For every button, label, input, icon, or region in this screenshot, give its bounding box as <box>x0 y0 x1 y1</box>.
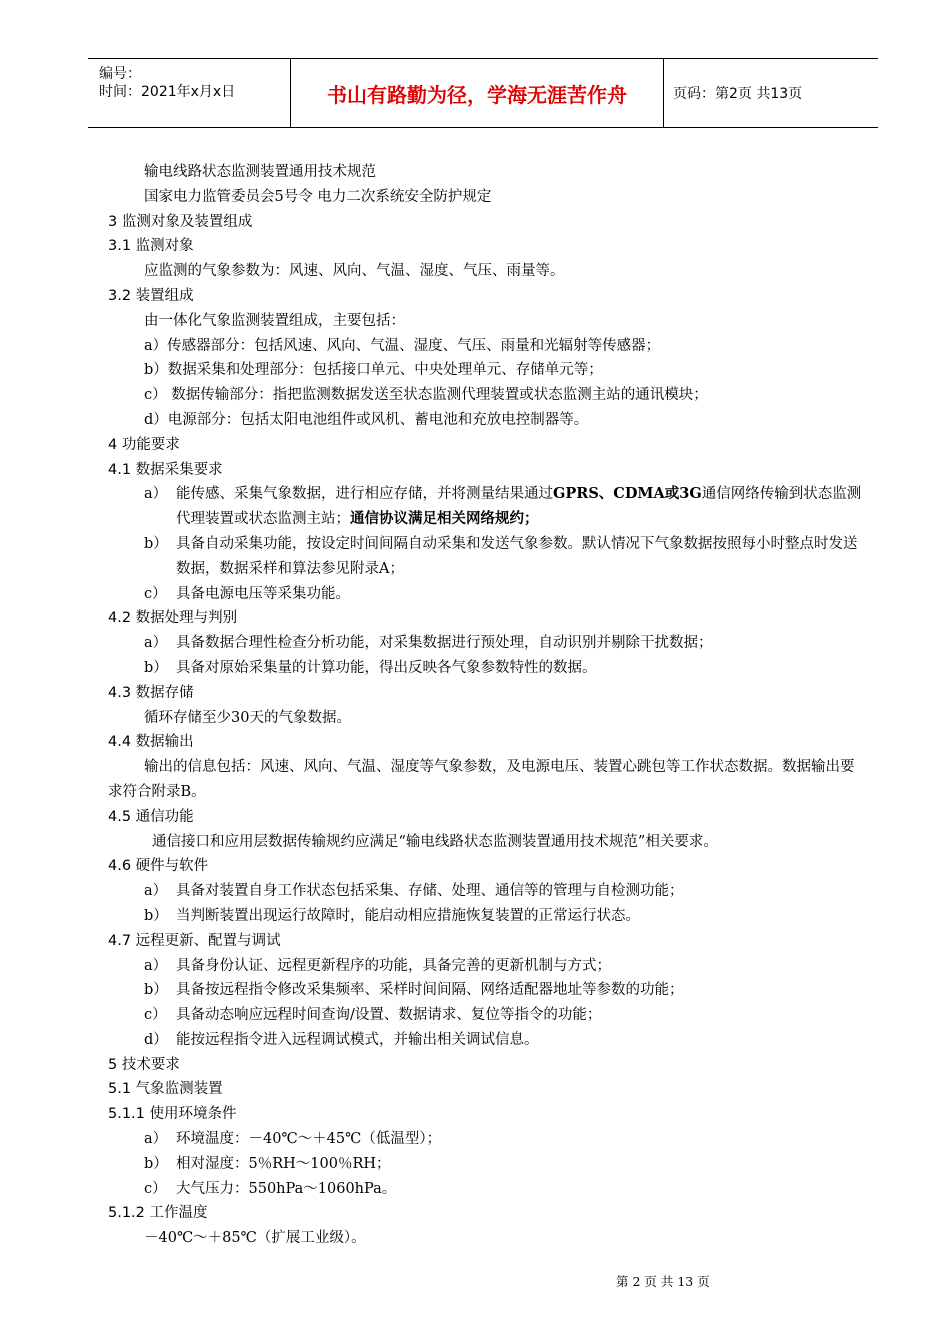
list-label: a） <box>144 883 168 900</box>
list-text: 具备对原始采集量的计算功能，得出反映各气象参数特性的数据。 <box>176 659 597 676</box>
paragraph: 循环存储至少30天的气象数据。 <box>144 709 351 726</box>
bold-text: GPRS、CDMA或3G <box>553 485 702 503</box>
list-text: 环境温度：－40℃～＋45℃（低温型）； <box>176 1131 442 1148</box>
list-label: a） <box>144 1131 168 1148</box>
list-text <box>176 482 863 532</box>
bold-text: 通信协议满足相关网络规约； <box>350 510 539 528</box>
list-item: a）传感器部分：包括风速、风向、气温、湿度、气压、雨量和光辐射等传感器； <box>144 337 661 354</box>
header-page-cell <box>663 59 878 127</box>
paragraph: 输出的信息包括：风速、风向、气温、湿度等气象参数，及电源电压、装置心跳包等工作状态数据。数据输出要求符合附录B。 <box>108 759 855 800</box>
list-item <box>108 954 863 979</box>
list-item <box>108 1127 863 1152</box>
list-label: c） <box>144 1007 167 1024</box>
paragraph: 由一体化气象监测装置组成，主要包括： <box>144 312 405 329</box>
header-page-label: 页码：第2页 共13页 <box>673 86 803 102</box>
list-text: 当判断装置出现运行故障时，能启动相应措施恢复装置的正常运行状态。 <box>176 907 640 924</box>
list-label: b） <box>144 535 168 552</box>
list-text: 具备动态响应远程时间查询/设置、数据请求、复位等指令的功能； <box>176 1007 602 1024</box>
section-heading: 5 技术要求 <box>108 1056 180 1073</box>
paragraph: 应监测的气象参数为：风速、风向、气温、湿度、气压、雨量等。 <box>144 263 565 280</box>
list-item <box>108 631 863 656</box>
list-label: a） <box>144 486 168 503</box>
list-item <box>108 532 863 582</box>
list-item <box>108 482 863 532</box>
list-item <box>108 1003 863 1028</box>
list-label: b） <box>144 907 168 924</box>
list-item: d）电源部分：包括太阳电池组件或风机、蓄电池和充放电控制器等。 <box>144 411 589 428</box>
subsection-heading: 4.6 硬件与软件 <box>108 858 209 875</box>
header-slogan: 书山有路勤为径，学海无涯苦作舟 <box>327 82 627 107</box>
section-heading: 4 功能要求 <box>108 436 180 453</box>
page-footer: 第 2 页 共 13 页 <box>616 1274 710 1289</box>
list-text: 具备身份认证、远程更新程序的功能，具备完善的更新机制与方式； <box>176 957 611 974</box>
list-label: b） <box>144 982 168 999</box>
subsection-heading: 4.3 数据存储 <box>108 684 194 701</box>
list-label: a） <box>144 957 168 974</box>
list-item <box>108 904 863 929</box>
list-text: 能按远程指令进入远程调试模式，并输出相关调试信息。 <box>176 1031 539 1048</box>
page-header <box>88 58 878 128</box>
list-item <box>108 1177 863 1202</box>
paragraph: 通信接口和应用层数据传输规约应满足“输电线路状态监测装置通用技术规范”相关要求。 <box>152 833 718 850</box>
list-item <box>108 656 863 681</box>
reference-line: 输电线路状态监测装置通用技术规范 <box>144 164 376 180</box>
list-text: 具备对装置自身工作状态包括采集、存储、处理、通信等的管理与自检测功能； <box>176 883 684 900</box>
subsection-heading: 4.2 数据处理与判别 <box>108 610 238 627</box>
list-text: 具备按远程指令修改采集频率、采样时间间隔、网络适配器地址等参数的功能； <box>176 982 684 999</box>
list-item <box>108 1152 863 1177</box>
list-text: 具备电源电压等采集功能。 <box>176 585 350 602</box>
subsubsection-heading: 5.1.2 工作温度 <box>108 1205 208 1222</box>
list-text: 大气压力：550hPa～1060hPa。 <box>176 1180 397 1197</box>
subsubsection-heading: 5.1.1 使用环境条件 <box>108 1106 237 1123</box>
number-label: 编号： <box>99 66 141 82</box>
list-item <box>108 1028 863 1053</box>
list-label: c） <box>144 585 167 602</box>
time-label: 时间：2021年x月x日 <box>99 84 236 100</box>
reference-line: 国家电力监管委员会5号令 电力二次系统安全防护规定 <box>144 188 492 205</box>
subsection-heading: 4.4 数据输出 <box>108 734 194 751</box>
text-run: 能传感、采集气象数据，进行相应存储，并将测量结果通过 <box>176 486 553 503</box>
list-text: 相对湿度：5％RH～100％RH； <box>176 1155 391 1172</box>
subsection-heading: 3.2 装置组成 <box>108 287 194 304</box>
list-item <box>108 978 863 1003</box>
subsection-heading: 5.1 气象监测装置 <box>108 1081 223 1098</box>
list-text: 具备数据合理性检查分析功能，对采集数据进行预处理，自动识别并剔除干扰数据； <box>176 635 713 652</box>
list-label: b） <box>144 659 168 676</box>
subsection-heading: 4.7 远程更新、配置与调试 <box>108 932 281 949</box>
subsection-heading: 4.5 通信功能 <box>108 808 194 825</box>
subsection-heading: 3.1 监测对象 <box>108 238 194 255</box>
list-label: d） <box>144 1031 168 1048</box>
header-slogan-cell <box>290 59 664 127</box>
subsection-heading: 4.1 数据采集要求 <box>108 461 223 478</box>
list-text: 具备自动采集功能，按设定时间间隔自动采集和发送气象参数。默认情况下气象数据按照每小时整点时发送数据，数据采样和算法参见附录A； <box>176 535 858 577</box>
list-item: b）数据采集和处理部分：包括接口单元、中央处理单元、存储单元等； <box>144 362 603 379</box>
list-item <box>108 879 863 904</box>
list-label: c） <box>144 1180 167 1197</box>
list-item: c） 数据传输部分：指把监测数据发送至状态监测代理装置或状态监测主站的通讯模块； <box>144 387 708 404</box>
document-body <box>108 160 863 1251</box>
section-heading: 3 监测对象及装置组成 <box>108 213 253 230</box>
list-item <box>108 582 863 607</box>
header-meta <box>88 59 290 127</box>
text-run: 通信网络传输到状态监测代理装置或状态监测主站； <box>176 486 862 528</box>
paragraph: －40℃～＋85℃（扩展工业级）。 <box>144 1230 366 1247</box>
list-label: a） <box>144 635 168 652</box>
list-label: b） <box>144 1155 168 1172</box>
